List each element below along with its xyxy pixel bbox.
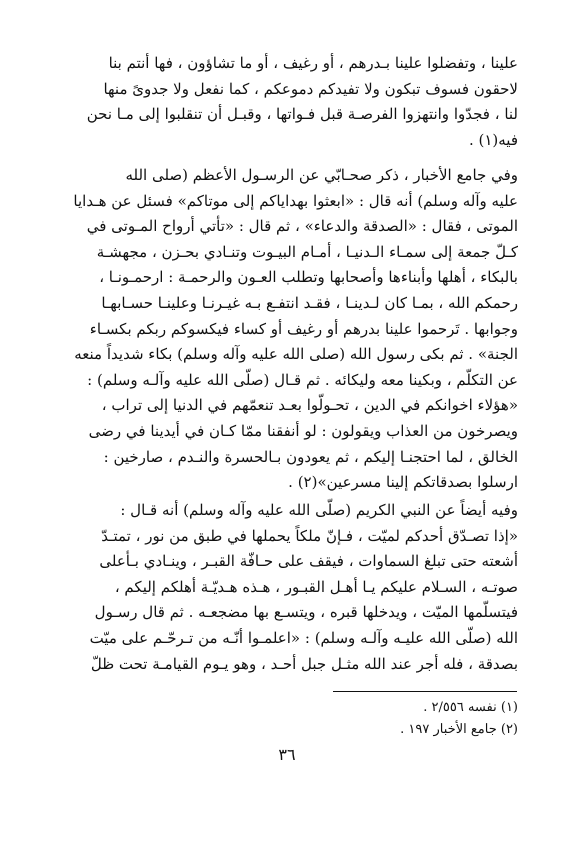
text-line: الخالق ، لما احتجنـا إليكم ، ثم يعودون بـالحسرة والنـدم ، صارخين : [103,447,518,466]
text-line: رحمكم الله ، بمـا كان لـدينـا ، فقـد انتفـع بـه غيـرنـا وعلينـا حسـابهـا [101,293,518,312]
page-number: ٣٦ [278,745,296,764]
footnote-divider [333,691,517,692]
text-line: لاحقون فسوف تبكون ولا تفيدكم دموعكم ، كما نفعل ولا جدوىً منها [103,79,518,98]
text-line: أشعته حتى تبلغ السماوات ، فيقف على حـافّة القبـر ، وينـادي بـأعلى [99,552,518,571]
text-line: وجوابها . تَرحموا علينا بدرهم أو رغيف أو كساء فيكسوكم ربكم بكسـاء [89,319,518,338]
text-line: ارسلوا بصدقاتكم إلينا مسرعين»(٢) . [288,473,518,492]
paragraph-1 [62,51,518,153]
text-line: الجنة» . ثم بكى رسول الله (صلى الله عليه وآله وسلم) بكاء شديداً منعه [74,345,518,364]
text-line: «إذا تصـدّق أحدكم لميّت ، فـإنّ ملكاً يحملها في طبق من نور ، تمتـدّ [101,526,518,545]
footnotes [62,697,518,741]
text-line: بالبكاء ، أهلها وأبناءها وأصحابها وتطلب العـون والرحمـة : ارحمـونـا ، [99,268,518,287]
text-line: عليه وآله وسلم) أنه قال : «ابعثوا بهداياكم إلى موتاكم» فسئل عن هـدايا [73,191,518,210]
text-line: «هؤلاء اخوانكم في الدين ، تحـولّوا بعـد تنعمّهم في الدنيا إلى تراب ، [101,396,518,415]
paragraph-3 [62,498,518,677]
text-line: كـلّ جمعة إلى سمـاء الـدنيـا ، أمـام البيـوت وتنـادي بحـزن ، مجهشـة [96,242,518,261]
paragraph-2 [62,163,518,496]
text-line: الله (صلّى الله عليـه وآلـه وسلم) : «اعلمـوا أنّـه من تـرحّـم على ميّت [89,628,518,647]
text-line: بصدقة ، فله أجر عند الله مثـل جبل أحـد ، وهو يـوم القيامـة تحت ظلّ [90,654,518,673]
text-line: فيه(١) . [468,130,518,149]
text-line: علينا ، وتفضلوا علينا بـدرهم ، أو رغيف ، أو ما تشاؤون ، فها أنتم بنا [108,54,518,72]
text-line: وفيه أيضاً عن النبي الكريم (صلّى الله عليه وآله وسلم) أنه قـال : [120,501,518,519]
text-line: صوتـه ، السـلام عليكم يـا أهـل القبـور ، هـذه هـديّـة أهلكم إليكم ، [114,577,518,596]
footnote-1: (١) نفسه ٢/٥٥٦ . [423,700,518,715]
text-line: عن التكلّم ، وبكينا معه وليكائه . ثم قـال (صلّى الله عليه وآلـه وسلم) : [87,370,518,389]
text-line: الموتى ، فقال : «الصدقة والدعاء» ، ثم قال : «تأتي أرواح المـوتى في [86,217,518,236]
text-line: لنا ، فجدّوا وانتهزوا الفرصـة قبل فـواتها ، وقبـل أن تنقلبوا إلى مـا نحن [86,105,518,124]
footnote-2: (٢) جامع الأخبار ١٩٧ . [400,722,518,737]
text-line: وفي جامع الأخبار ، ذكر صحـابّي عن الرسـول الأعظم (صلى الله [125,166,518,184]
text-line: فيتسلّمها الميّت ، ويدخلها قبره ، ويتسـع بها مضجعـه . ثم قال رسـول [94,603,518,622]
text-line: ويصرخون من العذاب ويقولون : لو أنفقنا ممّا كـان في أيدينا في رضى [88,421,518,440]
